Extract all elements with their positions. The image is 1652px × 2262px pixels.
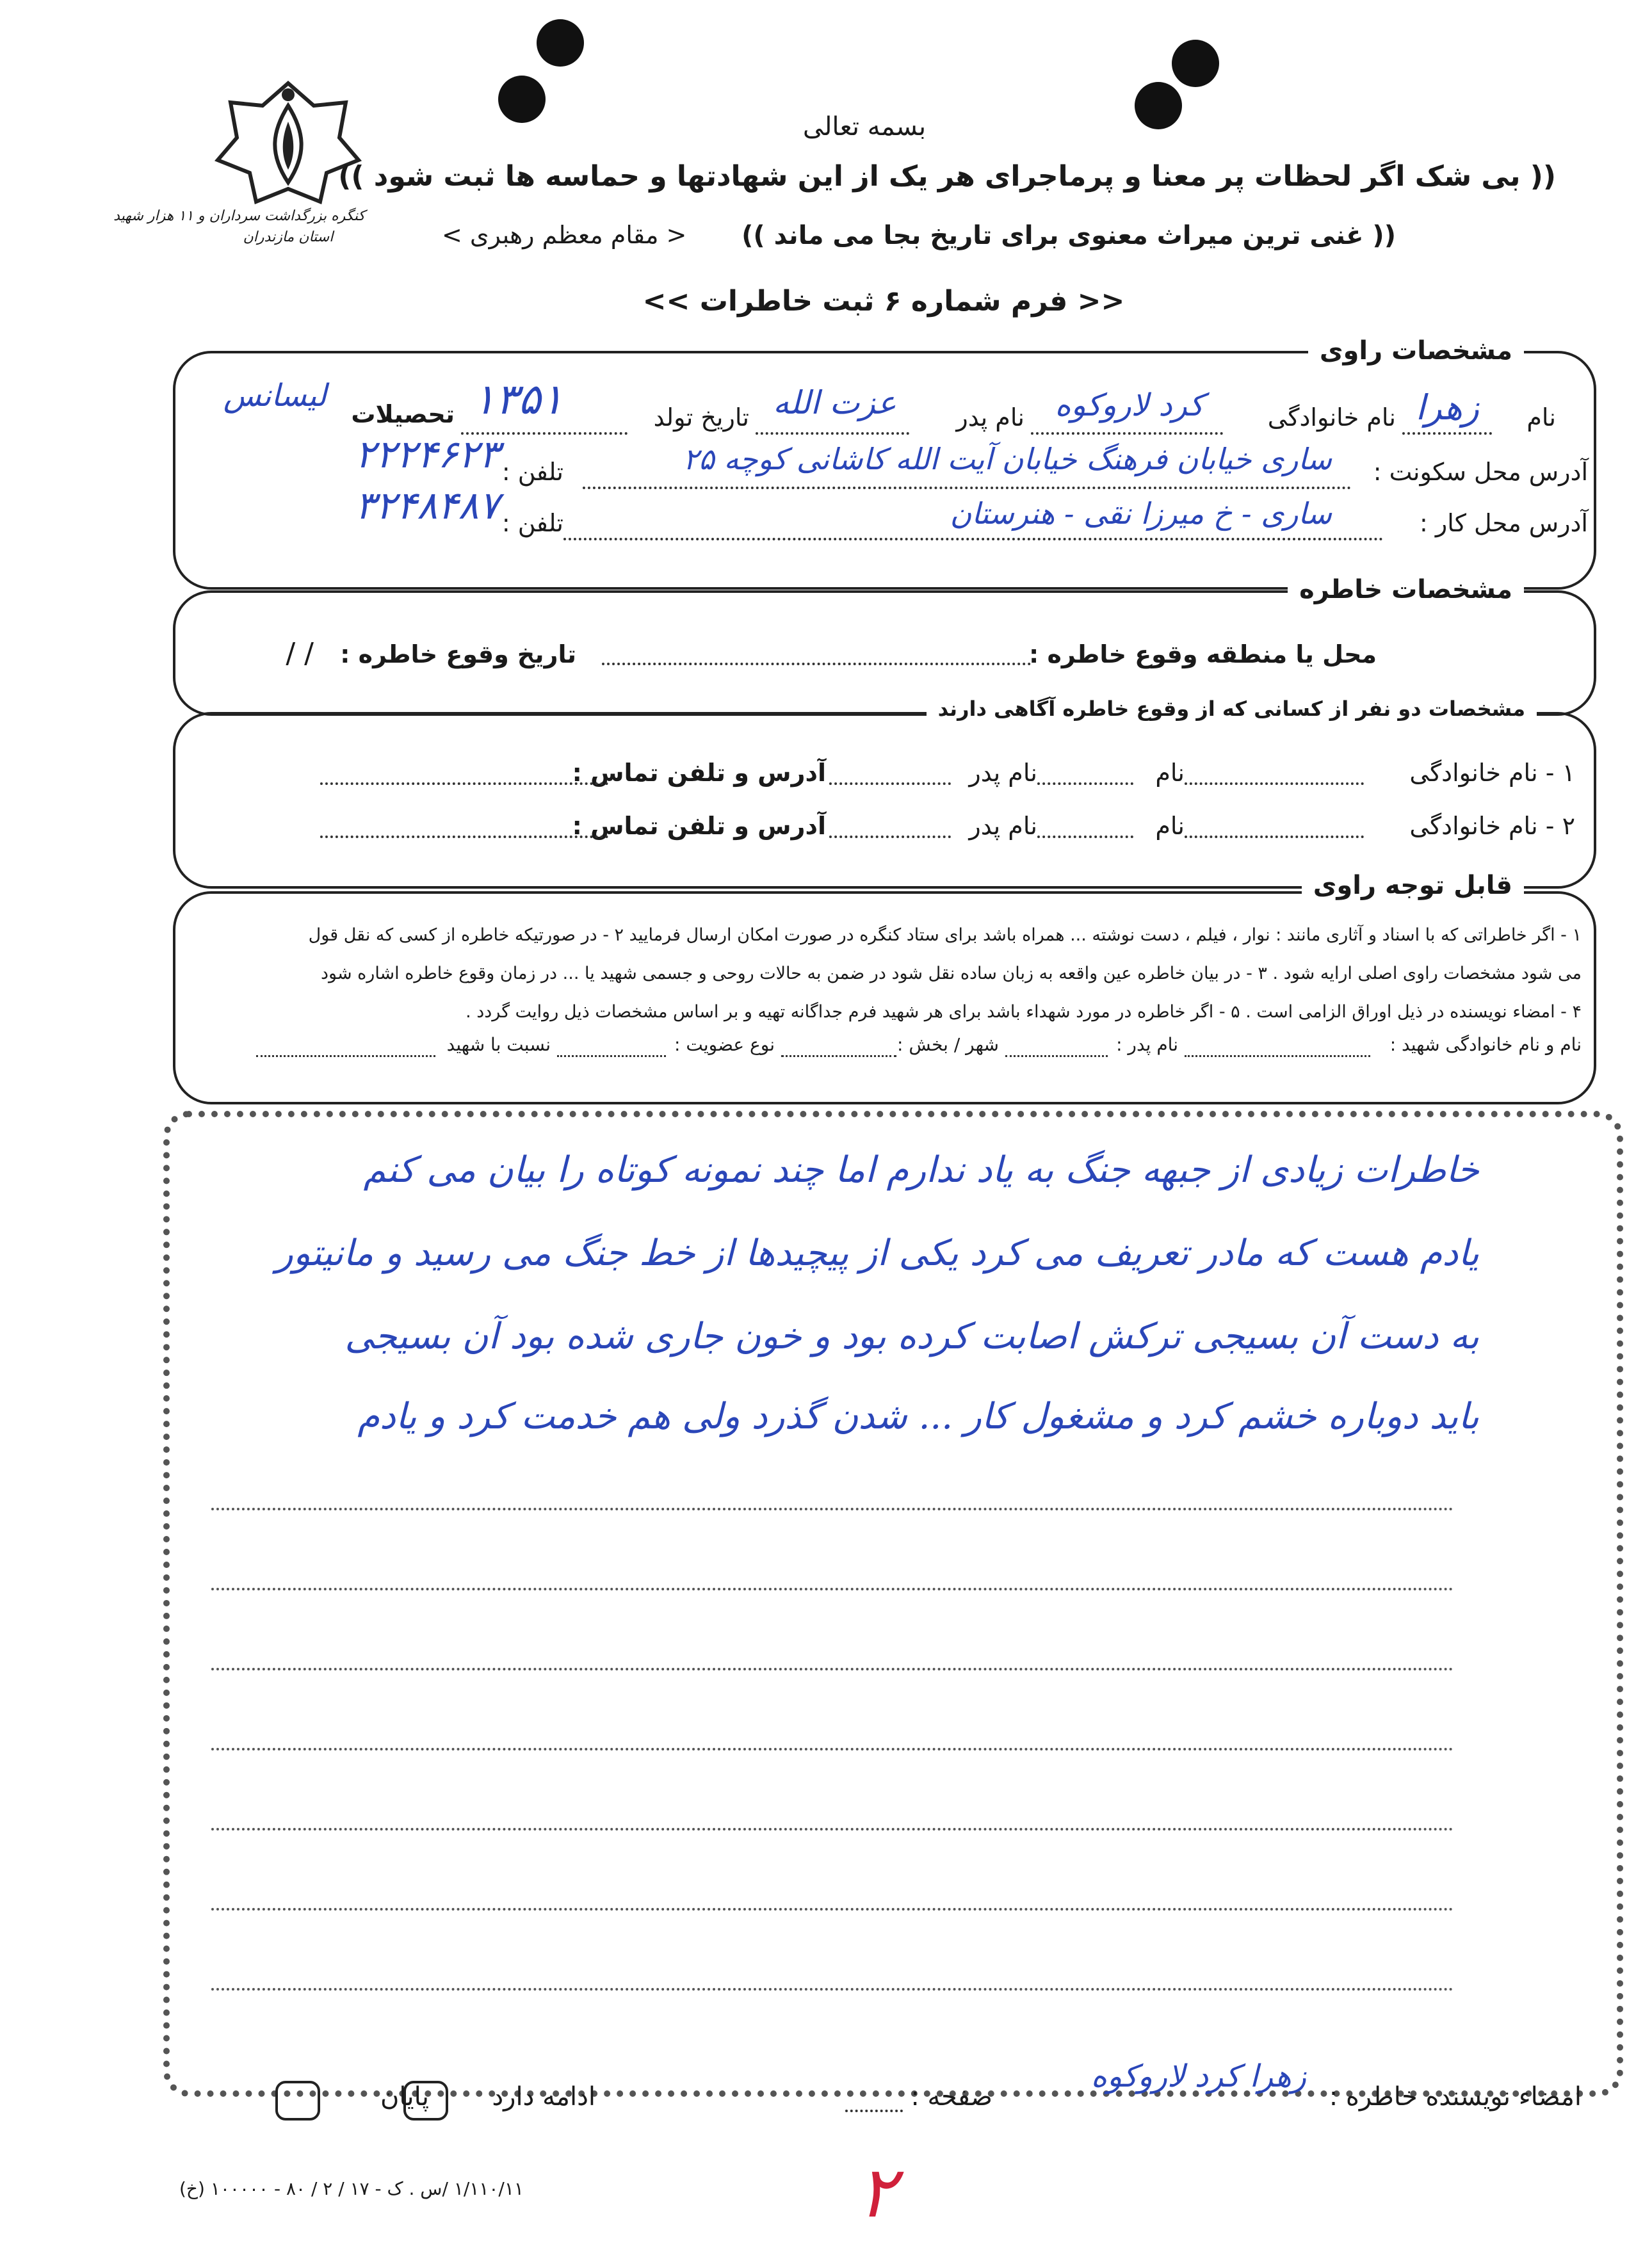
martyr-name-label: نام و نام خانوادگی شهید : <box>1389 1034 1582 1055</box>
witnesses-section-title: مشخصات دو نفر از کسانی که از وقوع خاطره آگاهی دارند <box>927 697 1537 721</box>
martyr-name-field[interactable] <box>1185 1055 1370 1057</box>
phone1-label: تلفن : <box>501 458 563 486</box>
witness1-family-field[interactable] <box>1185 782 1364 785</box>
work-address-value: ساری - خ میرزا نقی - هنرستان <box>950 496 1332 531</box>
bismillah: بسمه تعالی <box>802 112 927 141</box>
martyr-father-label: نام پدر : <box>1116 1034 1178 1055</box>
membership-field[interactable] <box>557 1055 666 1057</box>
narrator-section-title: مشخصات راوی <box>1308 336 1524 366</box>
city-field[interactable] <box>781 1055 896 1057</box>
witness1-contact-field[interactable] <box>320 782 608 785</box>
memory-section-title: مشخصات خاطره <box>1288 575 1524 604</box>
education-label: تحصیلات <box>351 400 455 428</box>
witness2-name-label: نام <box>1155 812 1185 840</box>
witness2-family-field[interactable] <box>1185 836 1364 838</box>
phone2-label: تلفن : <box>501 509 563 537</box>
witness2-family-label: ۲ - نام خانوادگی <box>1409 812 1575 840</box>
education-value: لیسانس <box>223 378 327 414</box>
witness1-contact-label: آدرس و تلفن تماس : <box>572 759 826 787</box>
quote-source: < مقام معظم رهبری > <box>442 221 687 249</box>
city-label: شهر / بخش : <box>897 1034 999 1055</box>
memory-text-line-4: باید دوباره خشم کرد و مشغول کار ... شدن گذرد ولی هم خدمت کرد و یادم <box>357 1396 1479 1437</box>
name-label: نام <box>1526 403 1556 432</box>
witness2-father-label: نام پدر <box>969 812 1037 840</box>
quote-line-1: (( بی شک اگر لحظات پر معنا و پرماجرای هر یک از این شهادتها و حماسه ها ثبت شود )) <box>338 160 1556 193</box>
membership-label: نوع عضویت : <box>674 1034 775 1055</box>
family-value: کرد لاروکوه <box>1055 387 1204 423</box>
witness1-name-label: نام <box>1155 759 1185 787</box>
witness1-father-label: نام پدر <box>969 759 1037 787</box>
birth-label: تاریخ تولد <box>653 403 749 432</box>
notes-section-title: قابل توجه راوی <box>1302 871 1524 900</box>
punch-hole <box>498 76 546 123</box>
writing-line <box>211 1588 1454 1590</box>
form-code: ۱/۱۱۰/۱۱ /س . ک - ۱۷ / ۲ / ۸۰ - ۱۰۰۰۰۰ (خ) <box>179 2178 524 2199</box>
quote-line-2: (( غنی ترین میراث معنوی برای تاریخ بجا می ماند )) <box>741 221 1396 250</box>
page-number-handwritten: ۲ <box>858 2151 896 2233</box>
punch-hole <box>537 19 584 67</box>
father-label: نام پدر <box>956 403 1024 432</box>
writing-line <box>211 1508 1454 1510</box>
note-line-1: ۱ - اگر خاطراتی که با اسناد و آثاری مانند : نوار ، فیلم ، دست نوشته ... همراه باشد برای ستاد کنگره در صورت امکان ارسال فرمایید ۲ - در صورتیکه خاطره از کسی که نقل قول <box>308 925 1582 945</box>
witness1-family-label: ۱ - نام خانوادگی <box>1409 759 1575 787</box>
witnesses-box <box>173 712 1596 889</box>
home-address-field[interactable] <box>583 487 1351 489</box>
father-value: عزت الله <box>773 384 896 421</box>
phone1-value: ۲۲۲۴۶۲۳ <box>355 432 499 477</box>
writing-line <box>211 1908 1454 1911</box>
family-field[interactable] <box>1031 432 1223 435</box>
memory-text-line-2: یادم هست که مادر تعریف می کرد یکی از پیچیدها از خط جنگ می رسید و مانیتور <box>275 1232 1479 1274</box>
continues-label: ادامه دارد <box>492 2082 595 2112</box>
page-label: صفحه : <box>911 2082 992 2112</box>
writing-line <box>211 1748 1454 1750</box>
end-label: پایان <box>380 2082 429 2112</box>
witness2-father-field[interactable] <box>829 836 951 838</box>
date-value: / / <box>286 637 314 670</box>
witness2-contact-field[interactable] <box>320 836 608 838</box>
witness1-name-field[interactable] <box>1037 782 1133 785</box>
home-address-label: آدرس محل سکونت : <box>1373 458 1588 486</box>
punch-hole <box>1135 82 1182 129</box>
end-checkbox[interactable] <box>275 2081 320 2121</box>
relation-label: نسبت با شهید <box>446 1034 551 1055</box>
witness2-name-field[interactable] <box>1037 836 1133 838</box>
notes-box <box>173 891 1596 1104</box>
signature-value: زهرا کرد لاروکوه <box>1090 2058 1306 2094</box>
memory-text-line-1: خاطرات زیادی از جبهه جنگ به یاد ندارم اما چند نمونه کوتاه را بیان می کنم <box>363 1149 1479 1191</box>
work-address-label: آدرس محل کار : <box>1420 509 1588 537</box>
martyr-father-field[interactable] <box>1005 1055 1108 1057</box>
father-field[interactable] <box>756 432 909 435</box>
note-line-2: می شود مشخصات راوی اصلی ارایه شود . ۳ - در بیان خاطره عین واقعه به زبان ساده نقل شود در ضمن به حالات روحی و جسمی شهید یا ... در زمان وقوع خاطره اشاره شود <box>320 964 1582 983</box>
writing-line <box>211 1828 1454 1830</box>
family-label: نام خانوادگی <box>1267 403 1396 432</box>
date-label: تاریخ وقوع خاطره : <box>340 640 576 668</box>
location-field[interactable] <box>602 663 1031 665</box>
note-line-3: ۴ - امضاء نویسنده در ذیل اوراق الزامی است . ۵ - اگر خاطره در مورد شهداء باشد برای هر شهید فرم جداگانه تهیه و بر اساس مشخصات ذیل روایت گردد . <box>466 1002 1582 1022</box>
witness1-father-field[interactable] <box>829 782 951 785</box>
writing-line <box>211 1668 1454 1670</box>
page-field[interactable] <box>845 2110 903 2112</box>
location-label: محل یا منطقه وقوع خاطره : <box>1029 640 1377 668</box>
name-field[interactable] <box>1402 432 1492 435</box>
signature-label: امضاء نویسنده خاطره : <box>1329 2082 1582 2112</box>
form-title: << فرم شماره ۶ ثبت خاطرات >> <box>642 285 1125 318</box>
work-address-field[interactable] <box>563 538 1383 540</box>
logo-subtext: استان مازندران <box>243 229 334 245</box>
name-value: زهرا <box>1415 387 1479 428</box>
relation-field[interactable] <box>256 1055 435 1057</box>
home-address-value: ساری خیابان فرهنگ خیابان آیت الله کاشانی کوچه ۲۵ <box>683 442 1332 476</box>
punch-hole <box>1172 40 1219 87</box>
birth-value: ۱۳۵۱ <box>473 375 563 424</box>
logo-text: کنگره بزرگداشت سرداران و ۱۱ هزار شهید <box>113 208 365 224</box>
memory-text-line-3: به دست آن بسیجی ترکش اصابت کرده بود و خون جاری شده بود آن بسیجی <box>344 1316 1479 1357</box>
witness2-contact-label: آدرس و تلفن تماس : <box>572 812 826 840</box>
writing-line <box>211 1988 1454 1991</box>
phone2-value: ۳۲۴۸۴۸۷ <box>355 483 499 528</box>
